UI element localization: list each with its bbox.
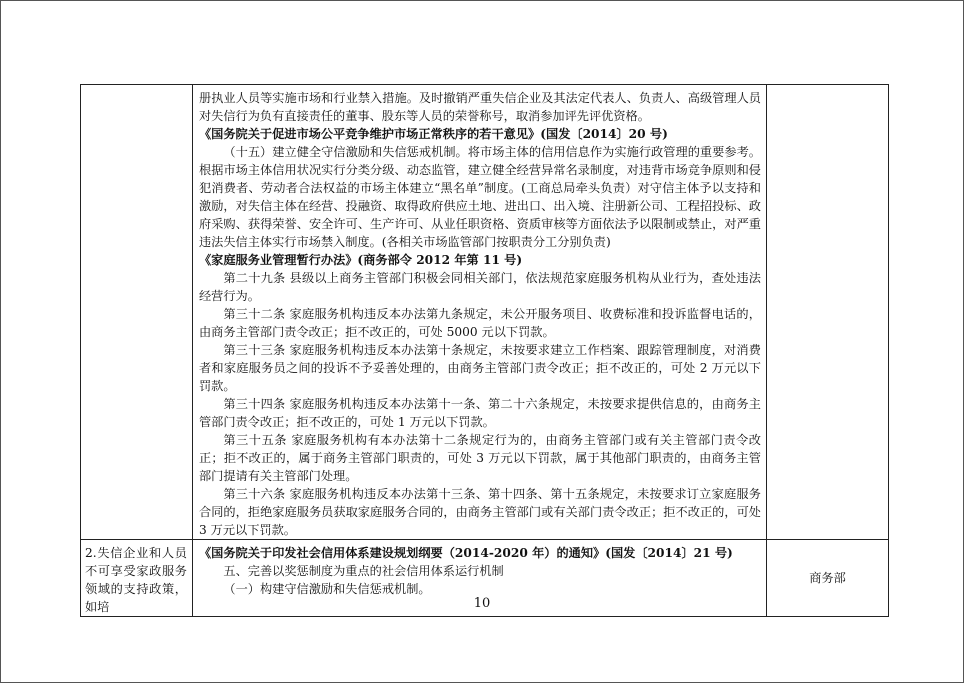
policy-paragraph: 册执业人员等实施市场和行业禁入措施。及时撤销严重失信企业及其法定代表人、负责人、高级管理人员对失信行为负有直接责任的董事、股东等人员的荣誉称号，取消参加评先评优资格。 [199,91,761,123]
measure-cell [81,85,193,540]
policy-basis-cell [193,85,767,540]
policy-document-title: 《家庭服务业管理暂行办法》(商务部令 2012 年第 11 号) [199,253,523,267]
department-cell [767,85,889,540]
policy-paragraph: （一）构建守信激励和失信惩戒机制。 [223,582,431,596]
page-number: 10 [473,596,491,611]
measure-cell: 2.失信企业和人员不可享受家政服务领域的支持政策，如培 [81,540,193,617]
policy-document-title: 《国务院关于促进市场公平竞争维护市场正常秩序的若干意见》(国发〔2014〕20 号) [199,127,668,141]
department-cell: 商务部 [767,540,889,617]
policy-article: 第三十三条 家庭服务机构违反本办法第十条规定，未按要求建立工作档案、跟踪管理制度，对消费者和家庭服务员之间的投诉不予妥善处理的，由商务主管部门责令改正；拒不改正的，可处 2 万元以下罚款。 [199,343,761,393]
policy-paragraph: （十五）建立健全守信激励和失信惩戒机制。将市场主体的信用信息作为实施行政管理的重要参考。根据市场主体信用状况实行分类分级、动态监管，建立健全经营异常名录制度，对违背市场竞争原则和侵犯消费者、劳动者合法权益的市场主体建立“黑名单”制度。(工商总局牵头负责）对守信主体予以支持和激励，对失信主体在经营、投融资、取得政府供应土地、进出口、出入境、注册新公司、工程招投标、政府采购、获得荣誉、安全许可、生产许可、从业任职资格、资质审核等方面依法予以限制或禁止，对严重违法失信主体实行市场禁入制度。(各相关市场监管部门按职责分工分别负责) [199,145,761,249]
table-row [81,85,889,540]
policy-document-title: 《国务院关于印发社会信用体系建设规划纲要（2014-2020 年）的通知》(国发〔2014〕21 号) [199,546,733,560]
policy-article: 第二十九条 县级以上商务主管部门积极会同相关部门，依法规范家庭服务机构从业行为，查处违法经营行为。 [199,271,761,303]
policy-table [80,84,889,617]
policy-article: 第三十五条 家庭服务机构有本办法第十二条规定行为的，由商务主管部门或有关主管部门责令改正；拒不改正的，属于商务主管部门职责的，可处 3 万元以下罚款，属于其他部门职责的，由商务主管部门提请有关主管部门处理。 [199,433,761,483]
policy-article: 第三十四条 家庭服务机构违反本办法第十一条、第二十六条规定，未按要求提供信息的，由商务主管部门责令改正；拒不改正的，可处 1 万元以下罚款。 [199,397,761,429]
policy-paragraph: 五、完善以奖惩制度为重点的社会信用体系运行机制 [223,564,504,578]
policy-article: 第三十二条 家庭服务机构违反本办法第九条规定，未公开服务项目、收费标准和投诉监督电话的，由商务主管部门责令改正；拒不改正的，可处 5000 元以下罚款。 [199,307,761,339]
policy-article: 第三十六条 家庭服务机构违反本办法第十三条、第十四条、第十五条规定，未按要求订立家庭服务合同的，拒绝家庭服务员获取家庭服务合同的，由商务主管部门或有关部门责令改正；拒不改正的，可处 3 万元以下罚款。 [199,487,761,537]
